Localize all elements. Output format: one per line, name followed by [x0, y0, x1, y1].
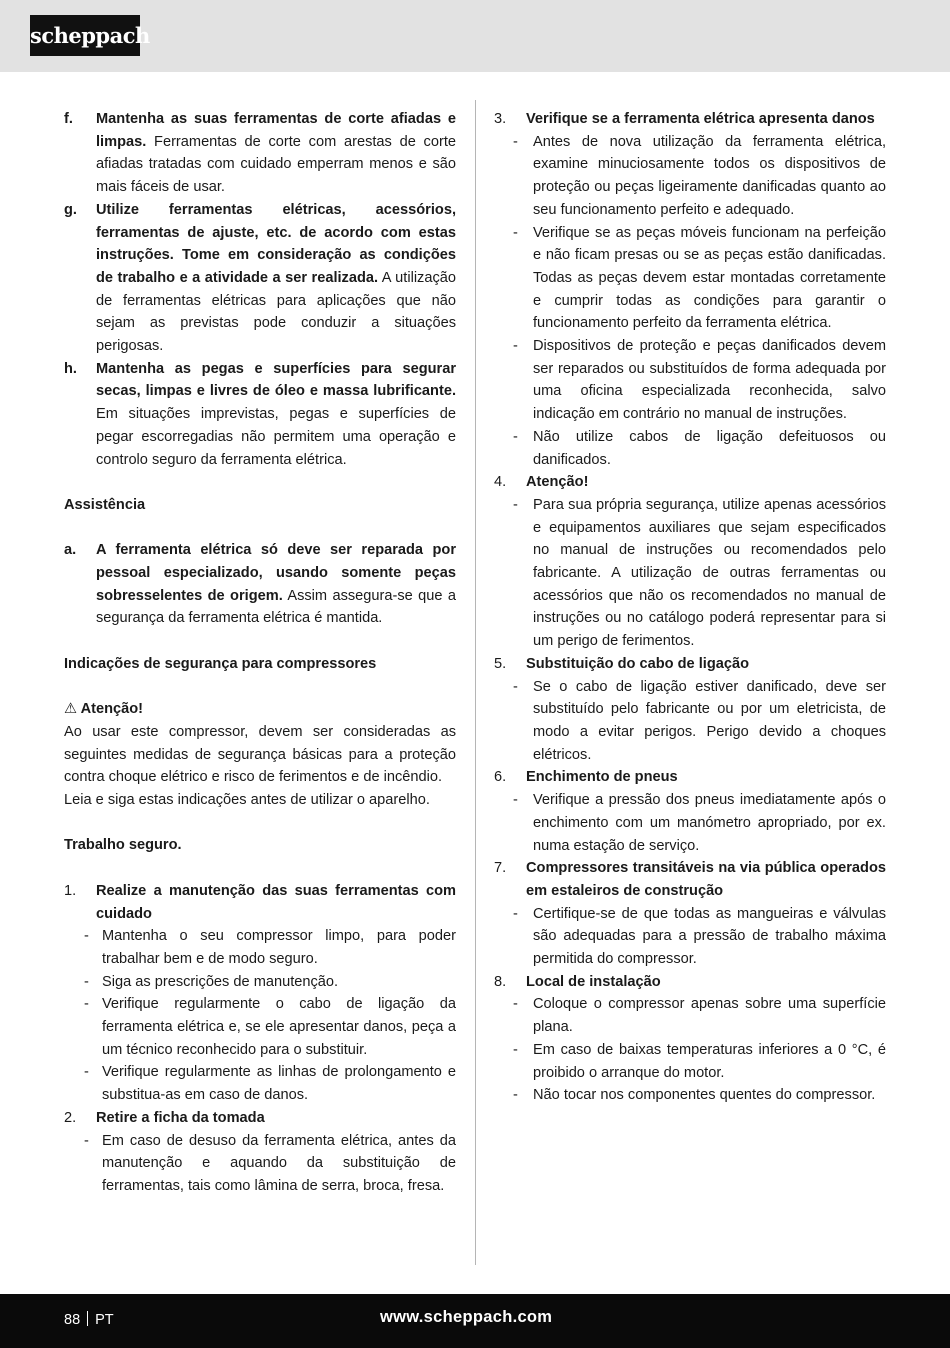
item-f — [64, 108, 456, 199]
dash-item — [494, 789, 886, 857]
item-h — [64, 358, 456, 472]
dash-symbol: - — [513, 428, 518, 445]
dash-item — [64, 971, 456, 994]
item-number: 5. — [494, 655, 507, 672]
dash-symbol: - — [513, 678, 518, 695]
dash-item — [494, 1039, 886, 1084]
item-marker: h. — [64, 360, 77, 377]
section-heading-assistance: Assistência — [64, 496, 146, 513]
dash-item — [494, 131, 886, 222]
dash-symbol: - — [84, 1064, 89, 1081]
dash-item — [494, 903, 886, 971]
language-code: PT — [95, 1312, 114, 1328]
dash-item-text: Se o cabo de ligação estiver danificado, deve ser substituído pelo fabricante ou por um eletricista, de modo a evitar perigos. Perigo devido a choques elétricos. — [533, 678, 886, 763]
page-number: 88 — [64, 1312, 81, 1328]
item-number: 6. — [494, 769, 507, 786]
warning-triangle-icon: ⚠ — [64, 701, 78, 718]
item-bold-text: Utilize ferramentas elétricas, acessórios, ferramentas de ajuste, etc. de acordo com estas instruções. Tome em consideração as condições de trabalho e a atividade a ser realizada. — [96, 201, 456, 286]
dash-item — [64, 925, 456, 970]
dash-item-text: Não utilize cabos de ligação defeituosos ou danificados. — [533, 428, 886, 468]
item-number: 4. — [494, 474, 507, 491]
numbered-item-6 — [494, 766, 886, 789]
item-a — [64, 539, 456, 630]
dash-item-text: Em caso de baixas temperaturas inferiores a 0 °C, é proibido o arranque do motor. — [533, 1041, 886, 1081]
item-title: Realize a manutenção das suas ferramentas com cuidado — [96, 882, 456, 922]
numbered-item-4 — [494, 471, 886, 494]
item-number: 2. — [64, 1109, 77, 1126]
item-title: Compressores transitáveis na via pública operados em estaleiros de construção — [526, 860, 886, 899]
dash-item — [494, 222, 886, 336]
dash-item-text: Em caso de desuso da ferramenta elétrica, antes da manutenção e aquando da substituição de ferramentas, tais como lâmina de serra, broca, fresa. — [102, 1132, 456, 1194]
dash-item-text: Antes de nova utilização da ferramenta elétrica, examine minuciosamente todos os dispositivos de proteção ou peças ligeiramente danificadas quanto ao seu funcionamento perfeito e adequado. — [533, 133, 886, 218]
dash-item — [494, 676, 886, 767]
item-bold-text: Mantenha as suas ferramentas de corte afiadas e limpas. — [96, 111, 456, 150]
dash-symbol: - — [513, 905, 518, 922]
dash-item-text: Verifique se as peças móveis funcionam na perfeição e não ficam presas ou se as peças estão danificadas. Todas as peças devem estar montadas corretamente e cumprir todas as condições para garantir o funcionamento perfeito da ferramenta elétrica. — [533, 224, 886, 332]
website-link[interactable]: www.scheppach.com — [380, 1308, 553, 1326]
dash-item — [494, 426, 886, 471]
page-separator — [87, 1311, 88, 1326]
item-number: 1. — [64, 882, 77, 899]
dash-symbol: - — [513, 338, 518, 355]
dash-symbol: - — [84, 1132, 89, 1149]
dash-item — [494, 494, 886, 653]
item-text: Em situações imprevistas, pegas e superfícies de pegar escorregadias não permitem uma operação e controlo seguro da ferramenta elétrica. — [96, 406, 456, 468]
dash-item-text: Dispositivos de proteção e peças danificados devem ser reparados ou substituídos de forma adequada por uma oficina especializada reconhecida, salvo indicação em contrário no manual de instruções. — [533, 338, 886, 423]
dash-symbol: - — [513, 1041, 518, 1058]
warning-label: Atenção! — [80, 701, 144, 718]
intro-paragraph: Ao usar este compressor, devem ser consideradas as seguintes medidas de segurança básicas para a proteção contra choque elétrico e risco de ferimentos e de incêndio. — [64, 723, 456, 786]
numbered-item-8 — [494, 971, 886, 994]
dash-item — [494, 993, 886, 1038]
header-bar — [0, 0, 950, 72]
dash-item — [494, 335, 886, 426]
dash-symbol: - — [513, 496, 518, 513]
dash-item-text: Coloque o compressor apenas sobre uma superfície plana. — [533, 996, 886, 1036]
numbered-item-2 — [64, 1107, 456, 1130]
dash-item-text: Para sua própria segurança, utilize apenas acessórios e equipamentos auxiliares que sejam especificados no manual de instruções ou recomendados pelo fabricante. A utilização de outras ferramentas ou acessórios que não os recomendados no manual de instruções ou no catálogo poderá representar para si um perigo de ferimentos. — [533, 496, 886, 650]
dash-symbol: - — [513, 1087, 518, 1104]
item-number: 7. — [494, 860, 507, 877]
item-marker: f. — [64, 111, 73, 127]
dash-item-text: Verifique regularmente o cabo de ligação da ferramenta elétrica e, se ele apresentar danos, peça a um técnico reconhecido para o substituir. — [102, 996, 456, 1058]
numbered-item-1 — [64, 880, 456, 925]
item-bold-text: A ferramenta elétrica só deve ser reparada por pessoal especializado, usando somente peças sobresselentes de origem. — [96, 542, 456, 604]
item-text: A utilização de ferramentas elétricas para aplicações que não sejam as previstas pode conduzir a situações perigosas. — [96, 269, 456, 355]
dash-symbol: - — [513, 996, 518, 1013]
dash-item-text: Mantenha o seu compressor limpo, para poder trabalhar bem e de modo seguro. — [102, 928, 456, 967]
item-marker: g. — [64, 201, 77, 218]
intro-paragraph-2: Leia e siga estas indicações antes de utilizar o aparelho. — [64, 792, 430, 809]
dash-item-text: Siga as prescrições de manutenção. — [102, 973, 339, 990]
dash-item-text: Não tocar nos componentes quentes do compressor. — [533, 1087, 876, 1104]
dash-symbol: - — [513, 792, 518, 809]
item-number: 8. — [494, 973, 507, 990]
item-title: Retire a ficha da tomada — [96, 1109, 265, 1126]
item-text: Ferramentas de corte com arestas de corte afiadas tratadas com cuidado emperram menos e são mais fáceis de usar. — [96, 133, 456, 196]
item-title: Atenção! — [526, 474, 589, 491]
page-indicator — [64, 1311, 114, 1328]
item-title: Local de instalação — [526, 973, 661, 990]
item-title: Substituição do cabo de ligação — [526, 655, 749, 672]
dash-symbol: - — [513, 133, 518, 150]
item-number: 3. — [494, 111, 507, 127]
item-bold-text: Mantenha as pegas e superfícies para segurar secas, limpas e livres de óleo e massa lubrificante. — [96, 360, 456, 400]
numbered-item-3 — [494, 108, 886, 131]
dash-item-text: Verifique regularmente as linhas de prolongamento e substitua-as em caso de danos. — [102, 1064, 456, 1104]
dash-item-text: Verifique a pressão dos pneus imediatamente após o enchimento com um manómetro apropriado, por ex. numa estação de serviço. — [533, 792, 886, 854]
scheppach-logo: scheppach — [30, 15, 140, 56]
dash-symbol: - — [84, 973, 89, 990]
section-heading-work: Trabalho seguro. — [64, 837, 182, 854]
dash-item — [64, 1130, 456, 1198]
numbered-item-5 — [494, 653, 886, 676]
column-divider — [475, 100, 476, 1265]
dash-item — [64, 993, 456, 1061]
section-heading-compressor: Indicações de segurança para compressores — [64, 655, 377, 672]
footer-bar — [0, 1294, 950, 1348]
item-title: Verifique se a ferramenta elétrica apresenta danos — [526, 111, 875, 127]
item-title: Enchimento de pneus — [526, 769, 678, 786]
left-column — [64, 108, 456, 1198]
dash-symbol: - — [84, 996, 89, 1013]
item-marker: a. — [64, 542, 77, 559]
item-text: Assim assegura-se que a segurança da ferramenta elétrica é mantida. — [96, 587, 456, 627]
numbered-item-7 — [494, 857, 886, 902]
warning-heading — [64, 698, 456, 721]
right-column — [494, 108, 886, 1107]
item-g — [64, 199, 456, 358]
dash-item — [64, 1061, 456, 1106]
dash-item-text: Certifique-se de que todas as mangueiras e válvulas são adequadas para a pressão de trabalho máxima permitida do compressor. — [533, 905, 886, 968]
dash-symbol: - — [513, 224, 518, 241]
dash-item — [494, 1084, 886, 1107]
dash-symbol: - — [84, 928, 89, 945]
